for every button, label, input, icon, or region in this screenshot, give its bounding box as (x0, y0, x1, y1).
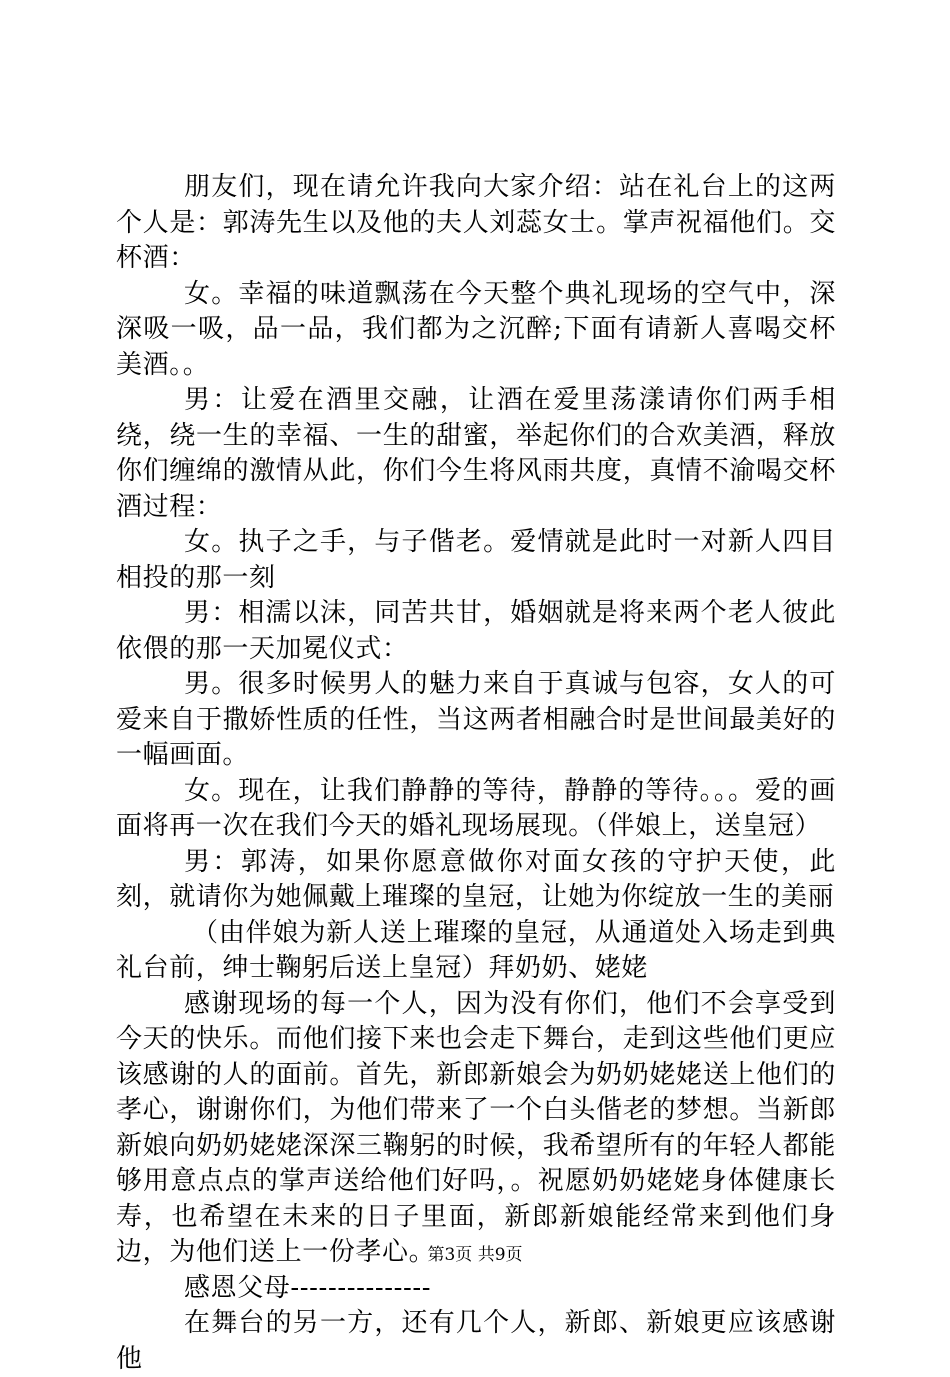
paragraph-female-toast: 女。幸福的味道飘荡在今天整个典礼现场的空气中，深深吸一吸，品一品，我们都为之沉醉;下面有请新人喜喝交杯美酒。。 (116, 278, 836, 380)
document-body (116, 170, 836, 1377)
paragraph-stage-other-side: 在舞台的另一方，还有几个人，新郎、新娘更应该感谢他 (116, 1308, 836, 1374)
paragraph-stage-direction: （由伴娘为新人送上璀璨的皇冠，从通道处入场走到典礼台前，绅士鞠躬后送上皇冠）拜奶奶、姥姥 (116, 917, 836, 983)
paragraph-female-waiting: 女。现在，让我们静静的等待，静静的等待。。。爱的画面将再一次在我们今天的婚礼现场展现。（伴娘上，送皇冠） (116, 775, 836, 841)
paragraph-male-crown: 男：郭涛，如果你愿意做你对面女孩的守护天使，此刻，就请你为她佩戴上璀璨的皇冠，让她为你绽放一生的美丽 (116, 846, 836, 912)
page-footer: 第3页 共9页 (427, 1245, 523, 1265)
paragraph-female-hand-in-hand: 女。执子之手，与子偕老。爱情就是此时一对新人四目相投的那一刻 (116, 527, 836, 593)
paragraph-male-charm: 男。很多时候男人的魅力来自于真诚与包容，女人的可爱来自于撒娇性质的任性，当这两者相融合时是世间最美好的一幅画面。 (116, 669, 836, 770)
paragraph-male-toast: 男：让爱在酒里交融，让酒在爱里荡漾请你们两手相绕，绕一生的幸福、一生的甜蜜，举起你们的合欢美酒，释放你们缠绵的激情从此，你们今生将风雨共度，真情不渝喝交杯酒过程： (116, 385, 836, 522)
paragraph-male-crowning-intro: 男：相濡以沫，同苦共甘，婚姻就是将来两个老人彼此依偎的那一天加冕仪式： (116, 598, 836, 664)
paragraph-introduction: 朋友们，现在请允许我向大家介绍：站在礼台上的这两个人是：郭涛先生以及他的夫人刘蕊女士。掌声祝福他们。交杯酒： (116, 172, 836, 273)
section-heading-thank-parents: 感恩父母--------------- (184, 1272, 432, 1303)
paragraph-thank-grandparents: 感谢现场的每一个人，因为没有你们，他们不会享受到今天的快乐。而他们接下来也会走下舞台，走到这些他们更应该感谢的人的面前。首先，新郎新娘会为奶奶姥姥送上他们的孝心，谢谢你们，为他们带来了一个白头偕老的梦想。当新郎新娘向奶奶姥姥深深三鞠躬的时候，我希望所有的年轻人都能够用意点点的掌声送给他们好吗，。祝愿奶奶姥姥身体健康长寿，也希望在未来的日子里面，新郎新娘能经常来到他们身边，为他们送上一份孝心。 (116, 988, 836, 1267)
